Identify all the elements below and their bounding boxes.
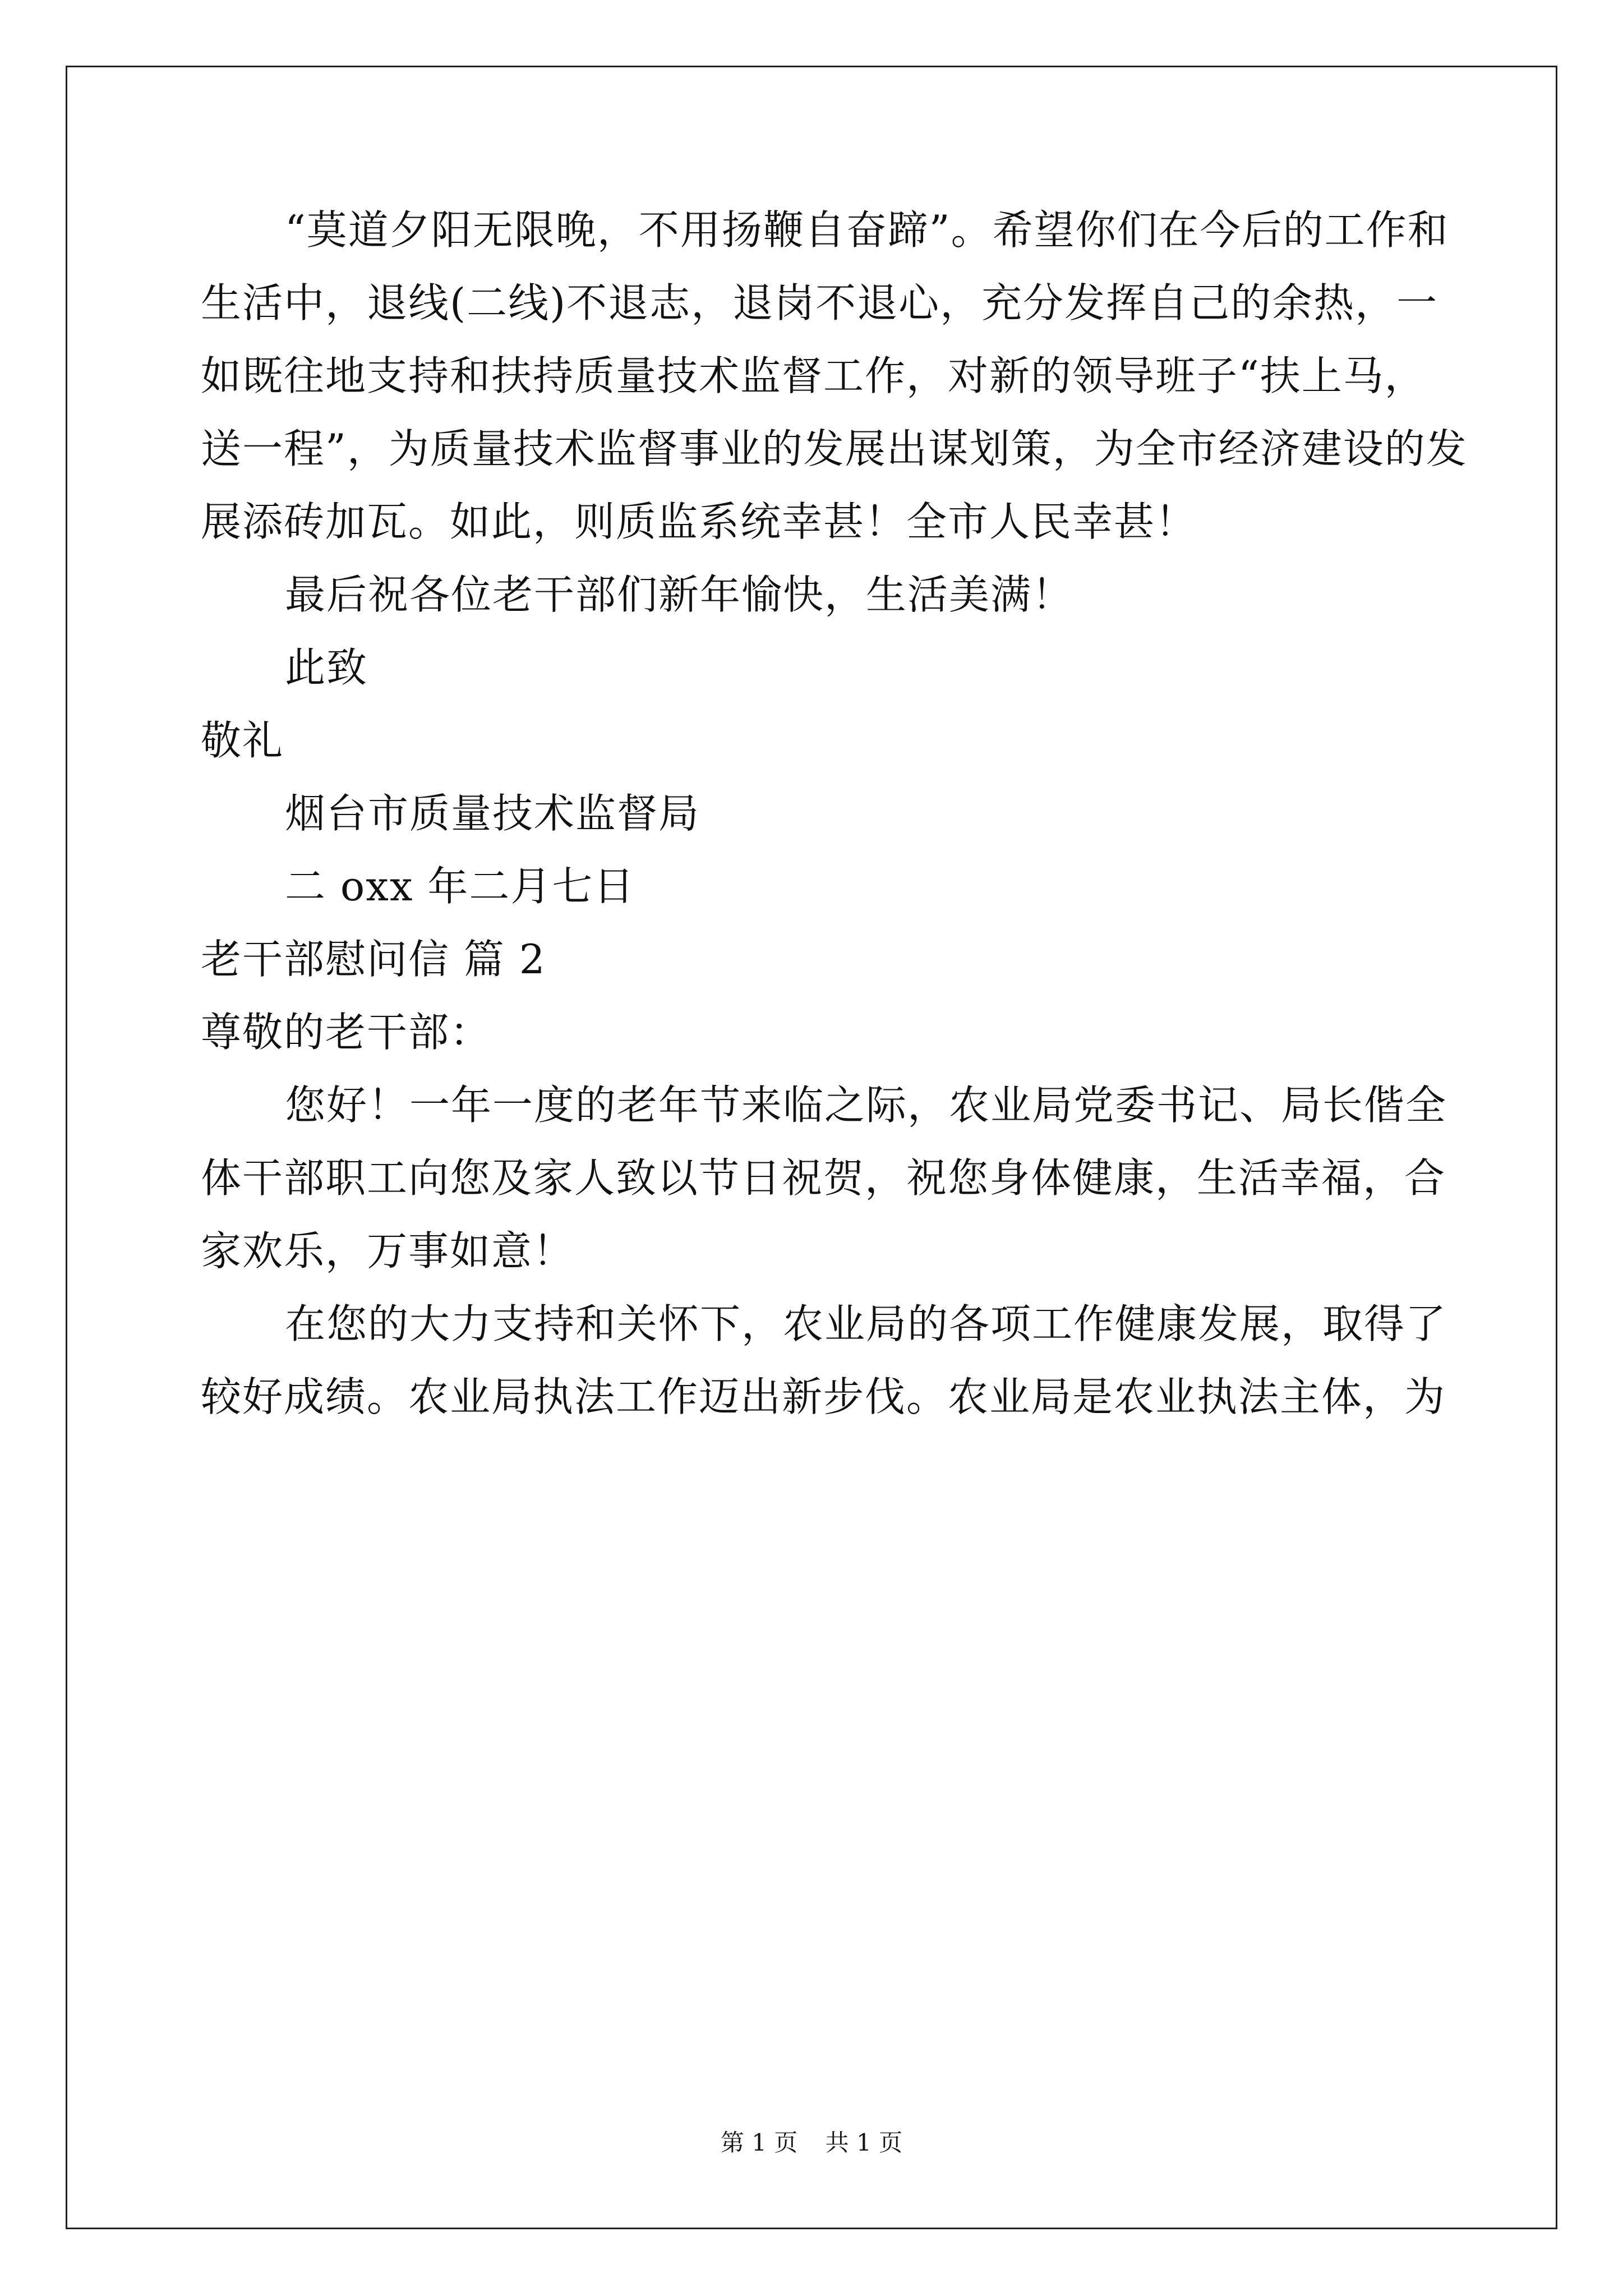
paragraph-line: “莫道夕阳无限晚，不用扬鞭自奋蹄”。希望你们在今后的工作和 — [285, 206, 1449, 254]
signature-org: 烟台市质量技术监督局 — [285, 790, 700, 837]
salutation-regards: 敬礼 — [201, 717, 284, 764]
paragraph-line: 在您的大力支持和关怀下，农业局的各项工作健康发展，取得了 — [285, 1300, 1447, 1347]
paragraph-line: 较好成绩。农业局执法工作迈出新步伐。农业局是农业执法主体，为 — [201, 1373, 1446, 1420]
section-heading: 老干部慰问信 篇 2 — [201, 936, 546, 983]
paragraph-line: 体干部职工向您及家人致以节日祝贺，祝您身体健康，生活幸福，合 — [201, 1154, 1446, 1202]
paragraph-line: 送一程”，为质量技术监督事业的发展出谋划策，为全市经济建设的发 — [201, 425, 1468, 472]
paragraph-line: 展添砖加瓦。如此，则质监系统幸甚！全市人民幸甚！ — [201, 498, 1197, 545]
signature-date: 二 oxx 年二月七日 — [285, 863, 635, 910]
paragraph-line: 如既往地支持和扶持质量技术监督工作，对新的领导班子“扶上马， — [201, 352, 1426, 399]
greeting: 尊敬的老干部： — [201, 1009, 492, 1056]
paragraph-line: 您好！一年一度的老年节来临之际，农业局党委书记、局长偕全 — [285, 1082, 1447, 1129]
page-number: 第 1 页 — [720, 2129, 798, 2156]
paragraph-line: 家欢乐，万事如意！ — [201, 1227, 575, 1274]
paragraph-line: 最后祝各位老干部们新年愉快，生活美满！ — [285, 571, 1074, 618]
page-footer — [0, 2126, 1623, 2160]
salutation-closing: 此致 — [285, 644, 368, 691]
paragraph-line: 生活中，退线(二线)不退志，退岗不退心，充分发挥自己的余热，一 — [201, 279, 1438, 326]
page-total: 共 1 页 — [825, 2129, 903, 2156]
